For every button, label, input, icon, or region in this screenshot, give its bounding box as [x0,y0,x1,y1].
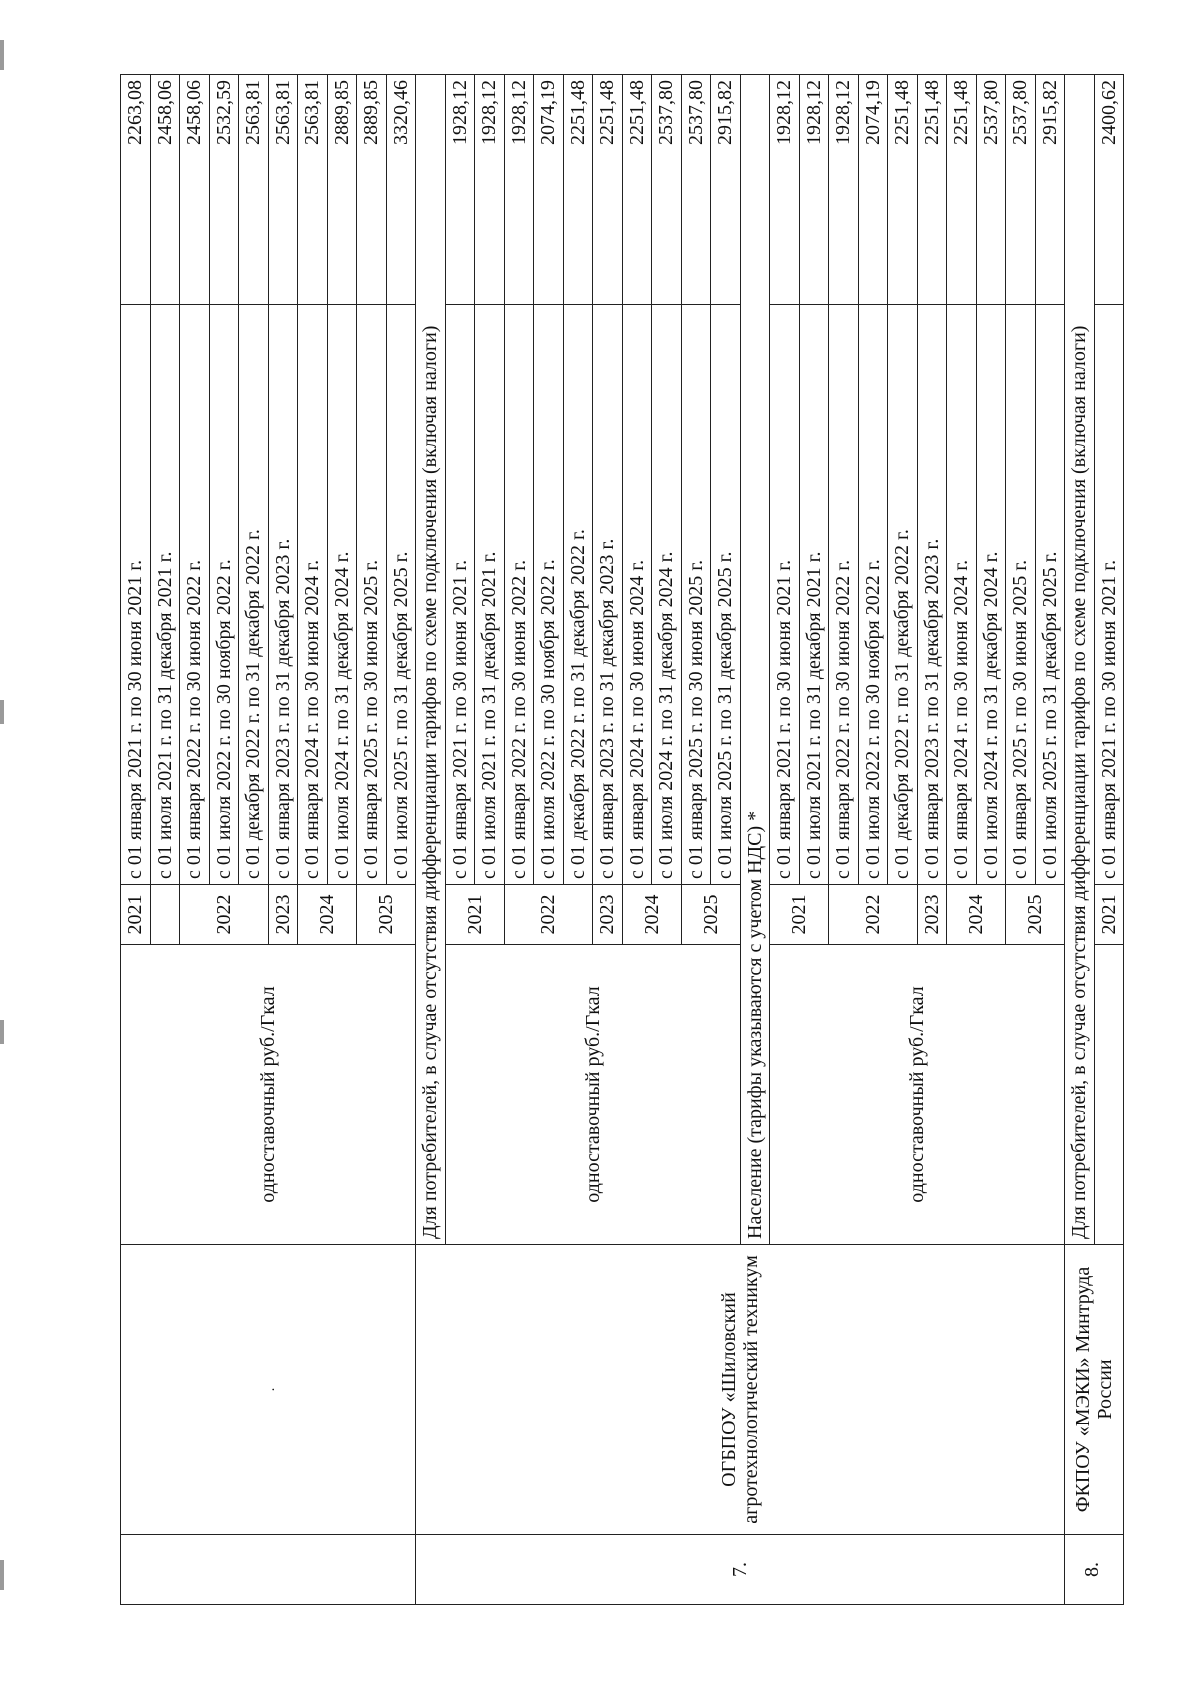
year-cell: 2025 [681,885,740,945]
tariff-value-cell: 2889,85 [327,75,357,305]
scan-edge-mark [0,1560,4,1590]
period-cell: с 01 июля 2021 г. по 31 декабря 2021 г. [799,305,829,885]
period-cell: с 01 июля 2024 г. по 31 декабря 2024 г. [327,305,357,885]
row-number-cell [121,1535,416,1605]
year-cell: 2025 [1006,885,1065,945]
table-row [1065,75,1095,1605]
year-cell: 2024 [947,885,1006,945]
period-cell: с 01 января 2023 г. по 31 декабря 2023 г. [593,305,623,885]
year-cell: 2024 [622,885,681,945]
tariff-value-cell: 2458,06 [180,75,210,305]
tariff-value-cell: 1928,12 [475,75,505,305]
organization-name: ОГБПОУ «Шиловский агротехнологический техникум [718,1255,762,1524]
organization-name: ФКПОУ «МЭКИ» Минтруда России [1072,1266,1116,1513]
tariff-value-cell: 2537,80 [681,75,711,305]
tariff-value-cell: 1928,12 [770,75,800,305]
tariff-type-cell: одноставочный руб./Гкал [770,945,1065,1245]
period-cell: с 01 июля 2022 г. по 30 ноября 2022 г. [858,305,888,885]
table-row [121,75,151,1605]
scan-edge-mark [0,40,4,70]
section-header: Для потребителей, в случае отсутствия дифференциации тарифов по схеме подключения (включая налоги) [1065,75,1095,1245]
tariff-value-cell: 1928,12 [445,75,475,305]
year-cell: 2025 [357,885,416,945]
period-cell: с 01 января 2021 г. по 30 июня 2021 г. [1094,305,1124,885]
period-cell: с 01 января 2022 г. по 30 июня 2022 г. [504,305,534,885]
tariff-type-cell [1094,945,1124,1245]
period-cell: с 01 января 2023 г. по 31 декабря 2023 г. [917,305,947,885]
tariff-value-cell: 2074,19 [534,75,564,305]
scan-edge-mark [0,1020,4,1044]
tariff-value-cell: 2400,62 [1094,75,1124,305]
tariff-value-cell: 2251,48 [593,75,623,305]
tariff-value-cell: 2915,82 [1035,75,1065,305]
tariff-type-cell: одноставочный руб./Гкал [445,945,740,1245]
tariff-value-cell: 2537,80 [976,75,1006,305]
table-row [416,75,446,1605]
rotated-table-container [120,75,1120,1605]
year-cell [150,885,180,945]
period-cell: с 01 июля 2022 г. по 30 ноября 2022 г. [534,305,564,885]
tariff-value-cell: 2563,81 [268,75,298,305]
tariff-value-cell: 2915,82 [711,75,741,305]
tariff-value-cell: 1928,12 [799,75,829,305]
tariff-value-cell: 2251,48 [622,75,652,305]
period-cell: с 01 января 2024 г. по 30 июня 2024 г. [622,305,652,885]
tariff-value-cell: 2889,85 [357,75,387,305]
period-cell: с 01 января 2023 г. по 31 декабря 2023 г. [268,305,298,885]
period-cell: с 01 июля 2022 г. по 30 ноября 2022 г. [209,305,239,885]
tariff-value-cell: 2251,48 [947,75,977,305]
tariff-value-cell: 1928,12 [504,75,534,305]
tariff-value-cell: 2563,81 [298,75,328,305]
period-cell: с 01 июля 2021 г. по 31 декабря 2021 г. [150,305,180,885]
tariff-table [120,74,1124,1605]
period-cell: с 01 января 2025 г. по 30 июня 2025 г. [681,305,711,885]
tariff-value-cell: 2263,08 [121,75,151,305]
tariff-value-cell: 2074,19 [858,75,888,305]
period-cell: с 01 декабря 2022 г. по 31 декабря 2022 г. [563,305,593,885]
scan-edge-mark [0,700,4,724]
period-cell: с 01 июля 2024 г. по 31 декабря 2024 г. [652,305,682,885]
period-cell: с 01 января 2022 г. по 30 июня 2022 г. [829,305,859,885]
period-cell: с 01 января 2022 г. по 30 июня 2022 г. [180,305,210,885]
tariff-value-cell: 1928,12 [829,75,859,305]
year-cell: 2021 [1094,885,1124,945]
period-cell: с 01 декабря 2022 г. по 31 декабря 2022 г. [888,305,918,885]
period-cell: с 01 января 2021 г. по 30 июня 2021 г. [121,305,151,885]
period-cell: с 01 июля 2025 г. по 31 декабря 2025 г. [1035,305,1065,885]
period-cell: с 01 июля 2025 г. по 31 декабря 2025 г. [386,305,416,885]
period-cell: с 01 января 2021 г. по 30 июня 2021 г. [445,305,475,885]
tariff-value-cell: 2563,81 [239,75,269,305]
tariff-type-cell: одноставочный руб./Гкал [121,945,416,1245]
period-cell: с 01 января 2025 г. по 30 июня 2025 г. [357,305,387,885]
row-number-cell: 8. [1065,1535,1124,1605]
tariff-value-cell: 2537,80 [652,75,682,305]
section-header: Для потребителей, в случае отсутствия дифференциации тарифов по схеме подключения (включая налоги) [416,75,446,1245]
period-cell: с 01 июля 2025 г. по 31 декабря 2025 г. [711,305,741,885]
period-cell: с 01 декабря 2022 г. по 31 декабря 2022 г. [239,305,269,885]
year-cell: 2022 [180,885,269,945]
period-cell: с 01 января 2021 г. по 30 июня 2021 г. [770,305,800,885]
period-cell: с 01 января 2025 г. по 30 июня 2025 г. [1006,305,1036,885]
tariff-table-body [121,75,1124,1605]
tariff-value-cell: 3320,46 [386,75,416,305]
year-cell: 2023 [268,885,298,945]
tariff-value-cell: 2251,48 [888,75,918,305]
tariff-value-cell: 2251,48 [563,75,593,305]
organization-cell [1065,1245,1124,1535]
tariff-value-cell: 2532,59 [209,75,239,305]
row-number-cell: 7. [416,1535,1065,1605]
period-cell: с 01 июля 2021 г. по 31 декабря 2021 г. [475,305,505,885]
year-cell: 2023 [917,885,947,945]
year-cell: 2021 [121,885,151,945]
tariff-value-cell: 2458,06 [150,75,180,305]
tariff-value-cell: 2537,80 [1006,75,1036,305]
organization-cell [416,1245,1065,1535]
year-cell: 2022 [829,885,918,945]
year-cell: 2021 [445,885,504,945]
year-cell: 2024 [298,885,357,945]
period-cell: с 01 января 2024 г. по 30 июня 2024 г. [947,305,977,885]
year-cell: 2023 [593,885,623,945]
period-cell: с 01 июля 2024 г. по 31 декабря 2024 г. [976,305,1006,885]
period-cell: с 01 января 2024 г. по 30 июня 2024 г. [298,305,328,885]
year-cell: 2021 [770,885,829,945]
year-cell: 2022 [504,885,593,945]
section-header: Население (тарифы указываются с учетом НДС) * [740,75,770,1245]
tariff-value-cell: 2251,48 [917,75,947,305]
organization-cell: . [121,1245,416,1535]
